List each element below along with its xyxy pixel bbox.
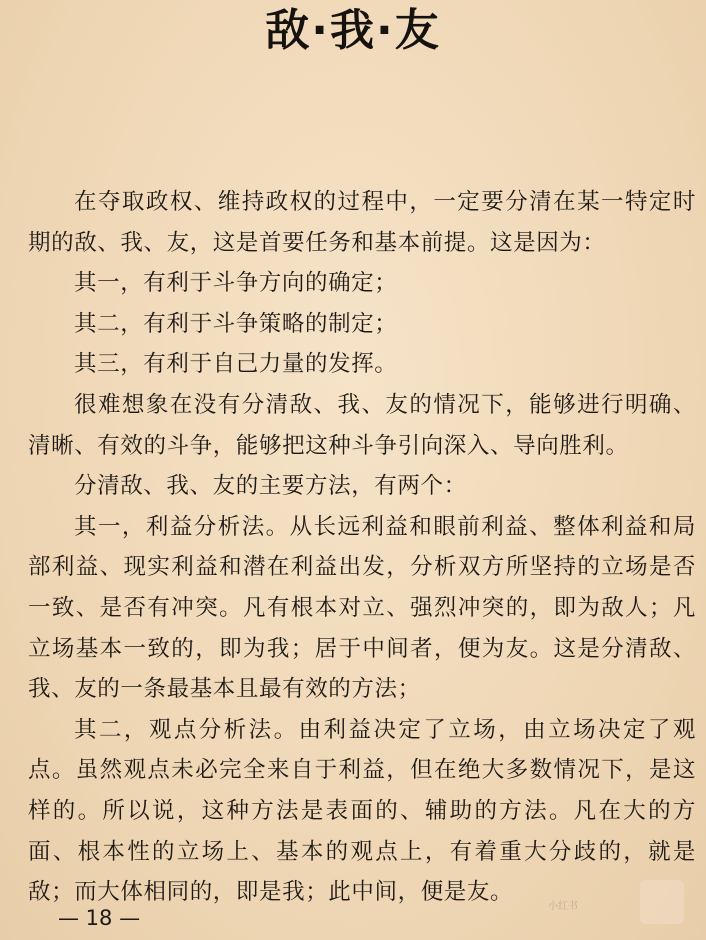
paragraph-method-1: 其一，利益分析法。从长远利益和眼前利益、整体利益和局部利益、现实利益和潜在利益出发，分析双方所坚持的立场是否一致、是否有冲突。凡有根本对立、强烈冲突的，即为敌人；凡立场基本一致的，即为我；居于中间者，便为友。这是分清敌、我、友的一条最基本且最有效的方法；: [28, 513, 696, 703]
paragraph-intro: 在夺取政权、维持政权的过程中，一定要分清在某一特定时期的敌、我、友，这是首要任务和基本前提。这是因为：: [28, 189, 696, 256]
paragraph-reason-3: 其三，有利于自己力量的发挥。: [74, 351, 398, 378]
paragraph-summary: 很难想象在没有分清敌、我、友的情况下，能够进行明确、清晰、有效的斗争，能够把这种斗争引向深入、导向胜利。: [28, 391, 696, 459]
watermark: 小红书: [548, 901, 578, 912]
paragraph-reason-2: 其二，有利于斗争策略的制定；: [74, 310, 398, 337]
paragraph-method-2: 其二，观点分析法。由利益决定了立场，由立场决定了观点。虽然观点未必完全来自于利益，但在绝大多数情况下，是这样的。所以说，这种方法是表面的、辅助的方法。凡在大的方面、根本性的立场上、基本的观点上，有着重大分歧的，就是敌；而大体相同的，即是我；此中间，便是友。: [28, 716, 696, 906]
watermark-logo: [640, 880, 684, 924]
article-body: [28, 182, 696, 913]
paragraph-methods-intro: 分清敌、我、友的主要方法，有两个：: [74, 473, 467, 500]
page-number: — 18 —: [58, 906, 141, 930]
page-title: 敌·我·友: [265, 5, 441, 56]
paragraph-reason-1: 其一，有利于斗争方向的确定；: [74, 270, 398, 297]
